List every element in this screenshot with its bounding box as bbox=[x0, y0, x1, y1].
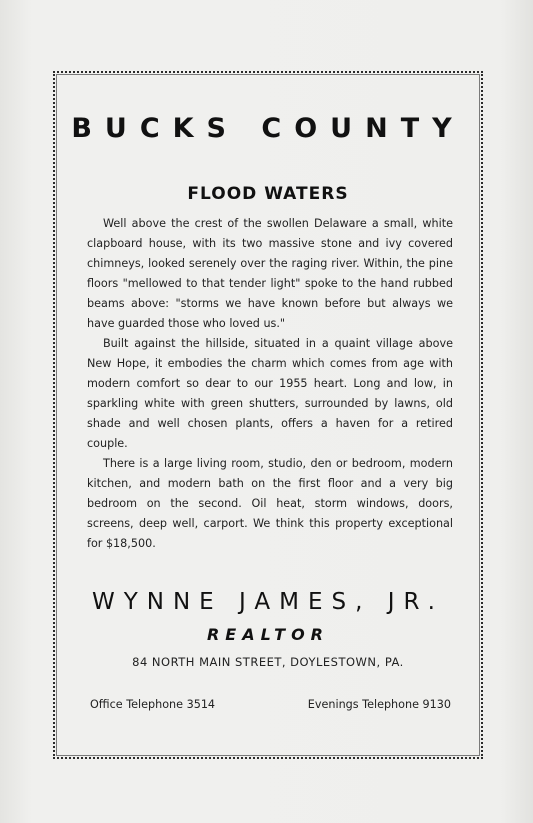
advertisement-border bbox=[53, 71, 483, 759]
office-phone: Office Telephone 3514 bbox=[90, 698, 216, 711]
subheadline: FLOOD WATERS bbox=[187, 184, 349, 204]
advertisement-content bbox=[55, 73, 481, 757]
paragraph: There is a large living room, studio, den or bedroom, modern kitchen, and modern bath on the first floor and a very big bedroom on the second. Oil heat, storm windows, doors, screens, deep well, carport. We think this property exceptional for $18,500. bbox=[87, 457, 453, 550]
realtor-address: 84 NORTH MAIN STREET, DOYLESTOWN, PA. bbox=[132, 655, 404, 669]
article-body bbox=[87, 214, 453, 554]
paragraph: Well above the crest of the swollen Delaware a small, white clapboard house, with its two massive stone and ivy covered chimneys, looked serenely over the raging river. Within, the pine floors "mellowed to that tender light" spoke to the hand rubbed beams above: "storms we have known before but always we have guarded those who loved us." bbox=[87, 217, 453, 330]
realtor-name: WYNNE JAMES, JR. bbox=[91, 589, 444, 615]
realtor-title: REALTOR bbox=[206, 625, 329, 644]
evening-phone: Evenings Telephone 9130 bbox=[307, 698, 451, 711]
paragraph: Built against the hillside, situated in a quaint village above New Hope, it embodies the charm which comes from age with modern comfort so dear to our 1955 heart. Long and low, in sparkling white with green shutters, surrounded by lawns, old shade and well chosen plants, offers a haven for a retired couple. bbox=[87, 337, 453, 450]
headline: BUCKS COUNTY bbox=[71, 113, 465, 144]
